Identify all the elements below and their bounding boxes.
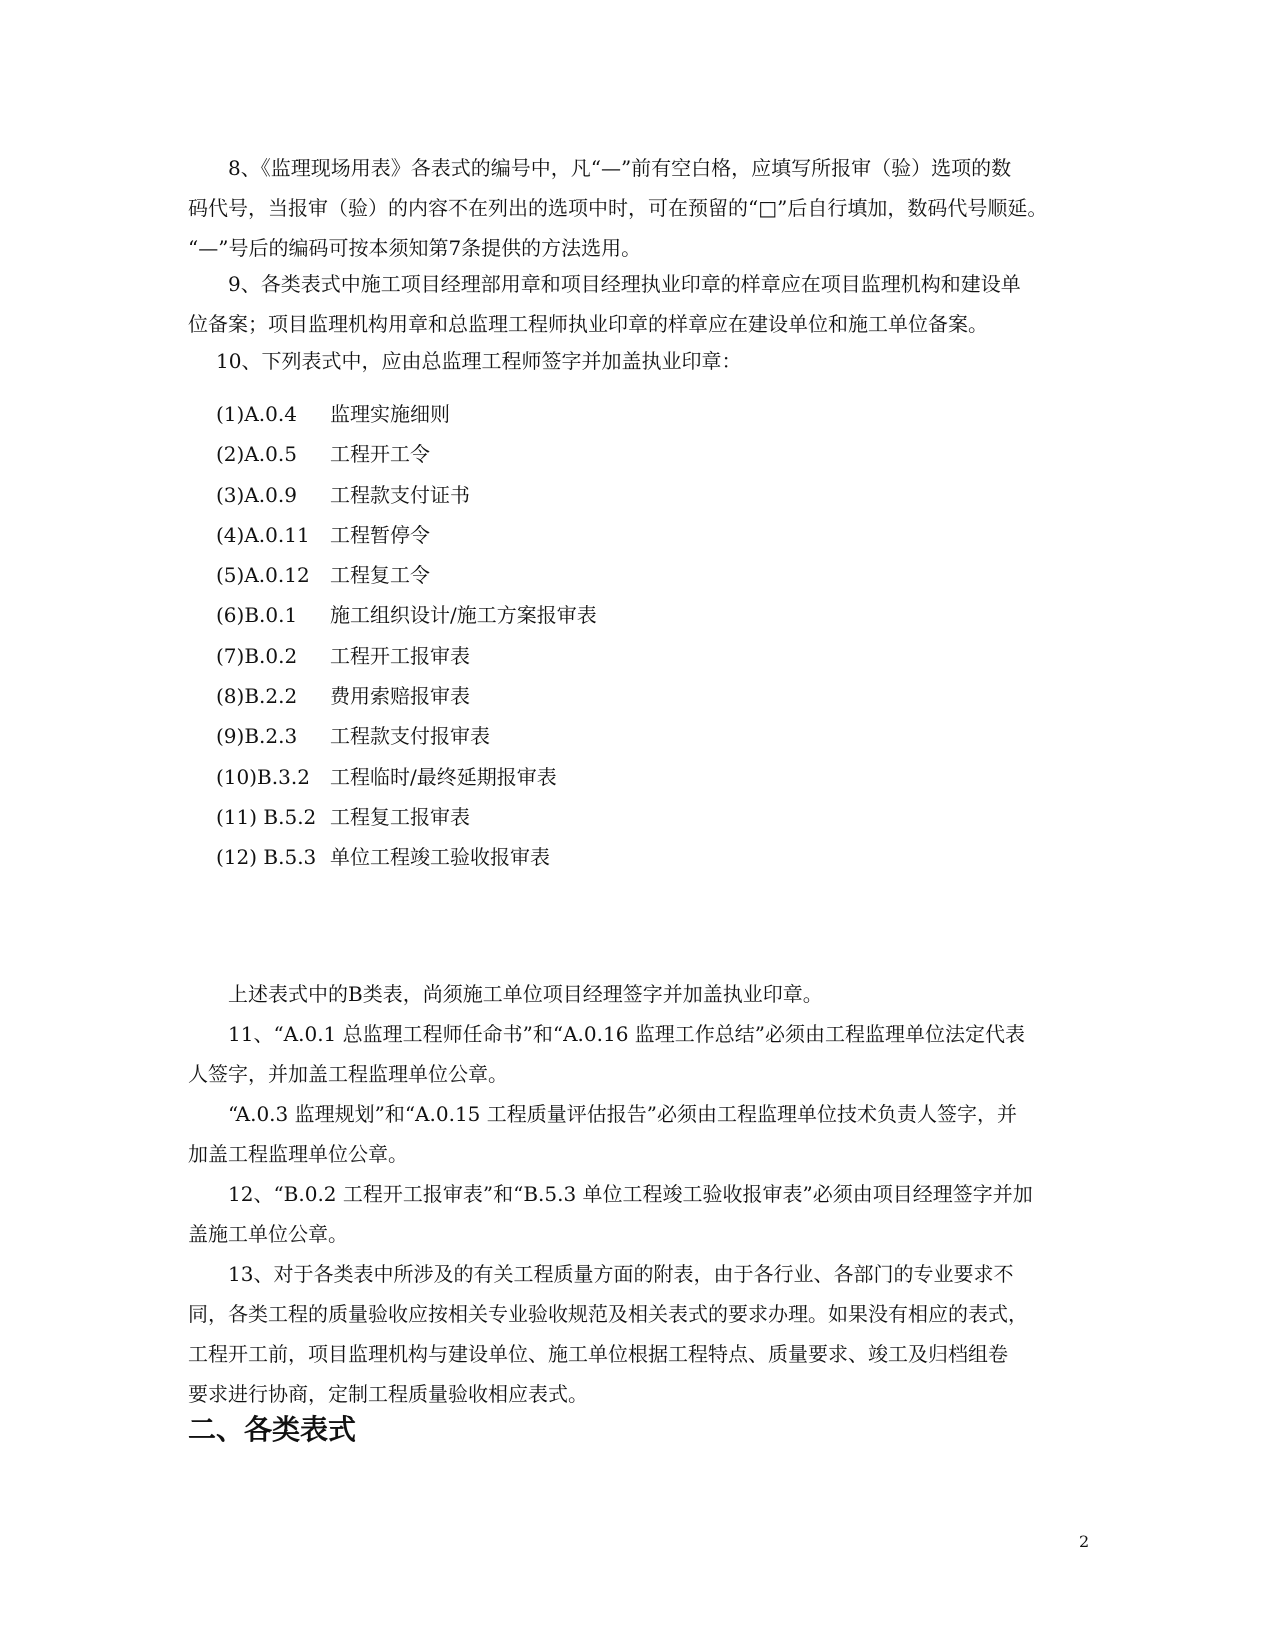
text-line: “—”号后的编码可按本须知第7条提供的方法选用。 xyxy=(188,236,642,260)
paragraph-13 xyxy=(188,1254,1093,1414)
form-name: 工程临时/最终延期报审表 xyxy=(330,764,557,789)
form-code: (8)B.2.2 xyxy=(216,684,298,709)
text-line: “A.0.3 监理规划”和“A.0.15 工程质量评估报告”必须由工程监理单位技术负责人签字，并 xyxy=(228,1102,1017,1126)
text-line: 8、《监理现场用表》各表式的编号中，凡“—”前有空白格，应填写所报审（验）选项的数 xyxy=(228,156,1012,180)
paragraph-9 xyxy=(188,264,1093,344)
text-line: 工程开工前，项目监理机构与建设单位、施工单位根据工程特点、质量要求、竣工及归档组卷 xyxy=(188,1342,1008,1366)
form-code: (9)B.2.3 xyxy=(216,724,298,749)
text-line: 人签字，并加盖工程监理单位公章。 xyxy=(188,1062,508,1086)
text-line: 加盖工程监理单位公章。 xyxy=(188,1142,408,1166)
form-name: 工程复工令 xyxy=(330,563,430,588)
text-line: 12、“B.0.2 工程开工报审表”和“B.5.3 单位工程竣工验收报审表”必须由项目经理签字并加 xyxy=(228,1182,1033,1206)
text-line: 位备案；项目监理机构用章和总监理工程师执业印章的样章应在建设单位和施工单位备案。 xyxy=(188,312,988,336)
paragraph-b-note xyxy=(188,974,1093,1014)
text-line: 码代号，当报审（验）的内容不在列出的选项中时，可在预留的“□”后自行填加，数码代号顺延。 xyxy=(188,196,1048,220)
form-name: 工程款支付报审表 xyxy=(330,724,490,749)
form-code: (6)B.0.1 xyxy=(216,603,298,628)
list-item xyxy=(216,716,597,756)
list-item xyxy=(216,475,597,515)
list-item xyxy=(216,797,597,837)
form-code: (3)A.0.9 xyxy=(216,482,297,507)
list-item xyxy=(216,515,597,555)
list-item xyxy=(216,837,597,877)
form-code: (10)B.3.2 xyxy=(216,764,310,789)
form-name: 工程暂停令 xyxy=(330,522,430,547)
text-line: 盖施工单位公章。 xyxy=(188,1222,348,1246)
list-item xyxy=(216,676,597,716)
paragraph-8 xyxy=(188,148,1093,268)
list-item xyxy=(216,636,597,676)
form-name: 工程复工报审表 xyxy=(330,804,470,829)
form-list xyxy=(216,394,597,878)
paragraph-11a xyxy=(188,1014,1093,1094)
form-name: 施工组织设计/施工方案报审表 xyxy=(330,603,597,628)
list-item xyxy=(216,434,597,474)
list-item xyxy=(216,394,597,434)
form-code: (4)A.0.11 xyxy=(216,522,310,547)
form-name: 单位工程竣工验收报审表 xyxy=(330,845,550,870)
text-line: 11、“A.0.1 总监理工程师任命书”和“A.0.16 监理工作总结”必须由工程监理单位法定代表 xyxy=(228,1022,1026,1046)
list-item xyxy=(216,555,597,595)
form-name: 监理实施细则 xyxy=(330,402,450,426)
form-code: (1)A.0.4 xyxy=(216,402,297,426)
text-line: 上述表式中的B类表，尚须施工单位项目经理签字并加盖执业印章。 xyxy=(228,982,823,1006)
list-item xyxy=(216,757,597,797)
text-line: 10、下列表式中，应由总监理工程师签字并加盖执业印章： xyxy=(216,349,742,373)
paragraph-10 xyxy=(188,341,1093,381)
form-name: 工程开工令 xyxy=(330,442,430,467)
list-item xyxy=(216,595,597,635)
text-line: 13、对于各类表中所涉及的有关工程质量方面的附表，由于各行业、各部门的专业要求不 xyxy=(228,1262,1014,1286)
text-line: 同，各类工程的质量验收应按相关专业验收规范及相关表式的要求办理。如果没有相应的表式， xyxy=(188,1302,1028,1326)
section-heading: 二、各类表式 xyxy=(188,1413,357,1446)
form-code: (11) B.5.2 xyxy=(216,804,317,829)
page-number: 2 xyxy=(1079,1532,1090,1551)
form-name: 工程开工报审表 xyxy=(330,643,470,668)
form-name: 费用索赔报审表 xyxy=(330,684,470,709)
paragraph-11b xyxy=(188,1094,1093,1174)
text-line: 9、各类表式中施工项目经理部用章和项目经理执业印章的样章应在项目监理机构和建设单 xyxy=(228,272,1021,296)
form-code: (12) B.5.3 xyxy=(216,845,317,870)
form-code: (2)A.0.5 xyxy=(216,442,297,467)
form-code: (5)A.0.12 xyxy=(216,563,310,588)
form-name: 工程款支付证书 xyxy=(330,482,470,507)
form-code: (7)B.0.2 xyxy=(216,643,298,668)
paragraph-12 xyxy=(188,1174,1093,1254)
text-line: 要求进行协商，定制工程质量验收相应表式。 xyxy=(188,1382,588,1406)
